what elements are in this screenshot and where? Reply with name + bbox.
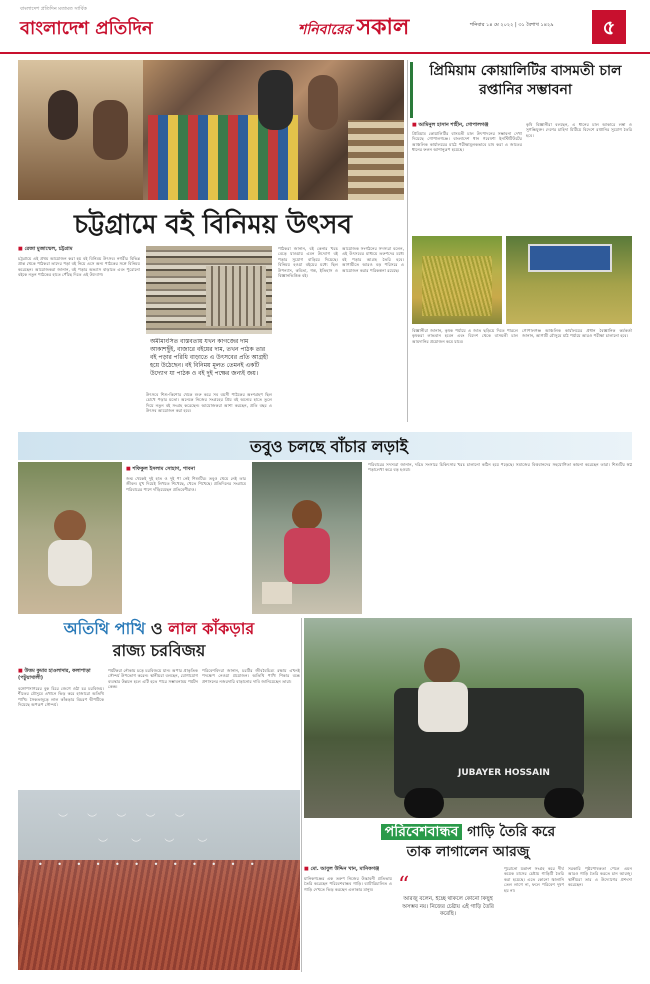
story5-quote: আরজু বলেন, ইচ্ছে থাকলে কোনো কিছুই অসম্ভব নয়। নিজের চেষ্টায় এই গাড়ি তৈরি করেছি।: [402, 896, 494, 917]
story1-col3: উৎসবে শিশু-কিশোর থেকে শুরু করে সব বয়সী পাঠকের অংশগ্রহণ ছিল চোখে পড়ার মতো। অনেকে নিজের সংগ্রহের প্রিয় বই অন্যের হাতে তুলে দিয়ে নতুন বই সংগ্রহ করেছেন। আয়োজকরা আশা করছেন, প্রতি বছর এ উৎসব আয়োজন করা হবে।: [146, 392, 272, 414]
supplement-logo-b: সকাল: [356, 15, 410, 40]
story4-headline-a: অতিথি পাখি: [63, 619, 146, 638]
byline-marker-icon: ■: [412, 122, 419, 128]
story2-text-a: প্রিমিয়াম কোয়ালিটির বাসমতী চাল উৎপাদনের সম্ভাবনা দেখা দিয়েছে গোপালগঞ্জে। বাংলাদেশ ধান গবেষণা ইনস্টিটিউটের আঞ্চলিক কার্যালয়ের মাঠে পরীক্ষামূলকভাবে চাষ করা এ জাতের ধানের ফলন আশানুরূপ হয়েছে।: [412, 131, 522, 153]
car-photo: [304, 618, 632, 818]
car-plate: JUBAYER HOSSAIN: [458, 768, 550, 778]
story5-headline-c: তাক লাগালেন আরজু: [406, 844, 530, 860]
child-photo-2: [252, 462, 362, 614]
supplement-logo: [298, 10, 409, 47]
story2-headline-box: [410, 62, 632, 118]
books-pile-photo: [146, 246, 272, 334]
story5-headline: [304, 822, 632, 862]
story3-text-b: পরিবারের সদস্যরা জানান, দরিদ্র সংসারে চিকিৎসার খরচ চালানো কঠিন হয়ে পড়েছে। সমাজের বিত্তবানদের সহযোগিতা কামনা করেছেন তারা। শিশুটির স্বপ্ন পড়ালেখা করে বড় হওয়া।: [368, 462, 632, 473]
story1-col1: চট্টগ্রামে এই প্রথম আয়োজন করা হয় বই বিনিময় উৎসব। নগরীর বিভিন্ন প্রান্ত থেকে পাঠকরা তাদের পড়া বই নিয়ে এসে অন্য পাঠকের সঙ্গে বিনিময় করেছেন। আয়োজকরা জানান, বই পড়ার অভ্যাস বাড়াতে এবং পুরোনো বইকে নতুন পাঠকের হাতে পৌঁছে দিতে এই উদ্যোগ।: [18, 256, 140, 278]
book-fair-photo: [18, 60, 404, 200]
story4-headline-c: লাল কাঁকড়ার: [168, 619, 255, 638]
story4-text-a: বঙ্গোপসাগরের বুক চিরে জেগে ওঠা চর চরবিজয়। শীতের মৌসুমে এখানে ভিড় করে হাজারো অতিথি পাখি। সৈকতজুড়ে লাল কাঁকড়ার বিচরণ দ্বীপটিকে দিয়েছে অপরূপ সৌন্দর্য।: [18, 686, 104, 708]
story5-text-c: সরকারি পৃষ্ঠপোষকতা পেলে এমন আরও গাড়ি তৈরি করতে চান আরজু। স্থানীয়রা তার এ উদ্যোগের প্রশংসা করেছেন।: [568, 866, 632, 888]
story5-text-b: পুরোনো যন্ত্রাংশ সংগ্রহ করে দীর্ঘ কয়েক মাসের চেষ্টায় গাড়িটি তৈরি করা হয়েছে। এতে কোনো জ্বালানি তেল লাগে না, ফলে পরিবেশ দূষণ হয় না।: [504, 866, 564, 893]
column-divider: [301, 618, 302, 972]
story3-headline: তবুও চলছে বাঁচার লড়াই: [250, 437, 409, 456]
story2-text-d: গোপালগঞ্জ আঞ্চলিক কার্যালয়ের প্রধান বৈজ্ঞানিক কর্মকর্তা জানান, আগামী মৌসুমে মাঠ পর্যায়ে আরও পরীক্ষা চালানো হবে।: [522, 328, 632, 339]
story2-headline: প্রিমিয়াম কোয়ালিটির বাসমতী চাল রপ্তানির সম্ভাবনা: [429, 63, 622, 98]
rice-signboard-photo: [506, 236, 632, 324]
story4-headline: [18, 618, 300, 662]
story1-col4: পাঠকরা জানান, বই কেনার খরচ বেড়ে যাওয়ায় এমন উদ্যোগ বই পড়ার সুযোগ বাড়িয়ে দিয়েছে। বিনিময় হওয়া বইয়ের মধ্যে ছিল উপন্যাস, কবিতা, গল্প, ইতিহাস ও বিজ্ঞানভিত্তিক বই।: [278, 246, 338, 279]
story2-text-b: কৃষি বিজ্ঞানীরা বলছেন, এ ধানের চাল আকারে লম্বা ও সুগন্ধিযুক্ত। দেশের চাহিদা মিটিয়ে বিদেশে রপ্তানির সুযোগ তৈরি হবে।: [526, 122, 632, 138]
supplement-logo-a: শনিবারের: [298, 22, 352, 38]
story1-caption: অমীমাংসিত বাস্তবতায় যখন কাগজের দাম আকাশছুঁই, বাজারে বইয়ের দাম, তখন পাঠক তার বই পড়ার পরিধি বাড়াতে এ উৎসবের প্রতি আগ্রহী হয়ে উঠেছেন। বই বিনিময় মূলত তেমনই একটি উদ্যোগ যা পাঠক ও বই দুই পক্ষের জন্যই জয়।: [150, 338, 268, 377]
paper-subtitle: বাংলাদেশ প্রতিদিন মতামত সার্বিক: [20, 6, 87, 12]
story4-text-b: পর্যটকরা নৌকায় চড়ে চরবিজয়ে যান। অপার প্রাকৃতিক সৌন্দর্য উপভোগ করেন। স্থানীয়রা বলছেন, যোগাযোগ ব্যবস্থার উন্নয়ন হলে এটি হতে পারে সম্ভাবনাময় পর্যটন কেন্দ্র।: [108, 668, 198, 690]
story3-byline: ■ শফিকুল ইসলাম সোহাগ, পাবনা: [126, 466, 195, 472]
story2-byline: ■ আমিনুল হাসান শাহীন, গোপালগঞ্জ: [412, 122, 489, 128]
byline-marker-icon: ■: [18, 246, 25, 252]
issue-date: শনিবার ১৪ মে ২০২২ | ৩১ বৈশাখ ১৪২৯: [470, 22, 554, 28]
story1-byline: ■ রেজা মুজাম্মেল, চট্টগ্রাম: [18, 246, 73, 252]
story5-byline: ■ মো. আবুল উদ্দিন খান, মানিকগঞ্জ: [304, 866, 380, 872]
story4-headline-b: ও: [150, 619, 163, 638]
byline-marker-icon: ■: [18, 668, 25, 674]
signboard: [528, 244, 612, 272]
masthead: [0, 0, 650, 54]
quote-mark-icon: “: [398, 873, 410, 898]
birds-photo: ︶ ︶ ︶ ︶ ︶ ︶ ︶ ︶ ︶ • • • • • • • • • • • •: [18, 790, 300, 970]
paper-logo: বাংলাদেশ প্রতিদিন: [20, 18, 153, 39]
byline-marker-icon: ■: [304, 866, 311, 872]
byline-marker-icon: ■: [126, 466, 133, 472]
story4-byline: ■ উত্তম কুমার হাওলাদার, কলাপাড়া (পটুয়াখালী): [18, 668, 91, 681]
column-divider: [407, 60, 408, 422]
story1-col5: আয়োজক সংগঠনের সদস্যরা বলেন, এই উৎসবের মাধ্যমে তরুণদের মধ্যে বই পড়ার আগ্রহ তৈরি হবে। আগামীতে আরও বড় পরিসরে এ আয়োজন করার পরিকল্পনা রয়েছে।: [342, 246, 404, 273]
story5-quote-box: [398, 873, 498, 972]
story4-text-c: পরিবেশবিদরা জানান, চরটির জীববৈচিত্র্য রক্ষায় এখনই পদক্ষেপ নেওয়া প্রয়োজন। অতিথি পাখি শিকার বন্ধে প্রশাসনের নজরদারি বাড়ানোর দাবি জানিয়েছেন তারা।: [202, 668, 300, 684]
child-photo-1: [18, 462, 122, 614]
story3-text-a: জন্ম থেকেই দুই হাত ও দুই পা নেই শিশুটির। তবুও থেমে নেই তার জীবন। মুখ দিয়েই লিখতে শিখেছে, খেতে শিখেছে। প্রতিদিনের সংগ্রামে পরিবারের পাশে দাঁড়িয়েছেন প্রতিবেশীরাও।: [126, 476, 246, 492]
story4-headline-d: রাজ্য চরবিজয়: [112, 641, 206, 660]
page-number: ৫: [592, 10, 626, 44]
rice-field-photo: [412, 236, 502, 324]
story2-text-c: বিজ্ঞানীরা জানান, কৃষক পর্যায়ে এ জাত ছড়িয়ে দিতে পারলে কৃষকরা লাভবান হবেন এবং বিদেশ থেকে বাসমতী চাল আমদানির প্রয়োজন কমে যাবে।: [412, 328, 518, 344]
story1-headline: চট্টগ্রামে বই বিনিময় উৎসব: [74, 210, 352, 240]
story5-headline-b: গাড়ি তৈরি করে: [467, 824, 556, 840]
story5-headline-a: পরিবেশবান্ধব: [381, 824, 463, 840]
masthead-rule: [0, 52, 650, 54]
story5-text-a: মানিকগঞ্জের এক তরুণ নিজের উদ্ভাবনী প্রতিভায় তৈরি করেছেন পরিবেশবান্ধব গাড়ি। ব্যাটারিচালিত এ গাড়ি দেখতে ভিড় করছেন এলাকার মানুষ।: [304, 876, 392, 892]
